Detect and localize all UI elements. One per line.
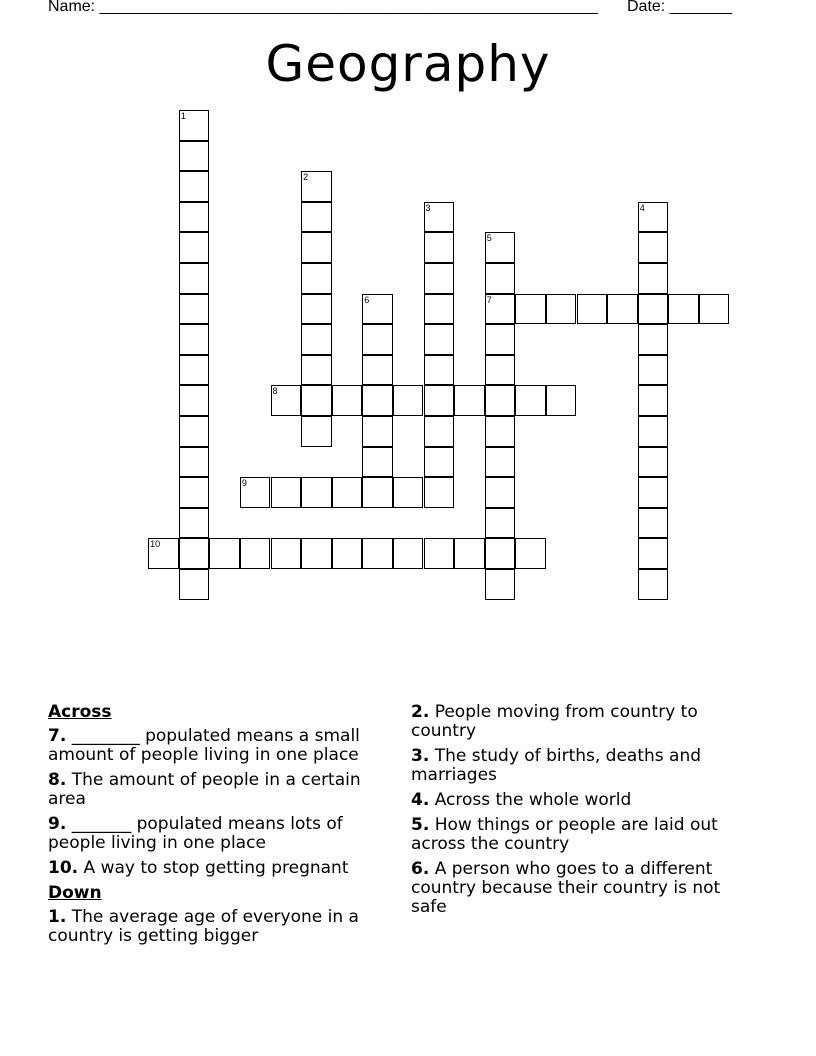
cell-number: 4 [639, 202, 645, 213]
grid-cell[interactable] [638, 294, 669, 325]
grid-cell[interactable] [485, 508, 516, 539]
down-heading: Down [48, 883, 102, 903]
clue-down-2 [411, 703, 751, 741]
clue-text: The average age of everyone in a country is getting bigger [48, 907, 359, 946]
clue-number: 6. [411, 859, 430, 879]
grid-cell[interactable] [485, 385, 516, 416]
grid-cell[interactable] [179, 110, 210, 141]
cell-number: 9 [241, 478, 247, 489]
grid-cell[interactable] [362, 538, 393, 569]
grid-cell[interactable] [546, 385, 577, 416]
grid-cell[interactable] [638, 202, 669, 233]
grid-cell[interactable] [638, 416, 669, 447]
grid-cell[interactable] [424, 202, 455, 233]
clue-number: 3. [411, 746, 430, 766]
grid-cell[interactable] [301, 477, 332, 508]
clue-number: 2. [411, 702, 430, 722]
grid-cell[interactable] [454, 538, 485, 569]
grid-cell[interactable] [485, 355, 516, 386]
grid-cell[interactable] [362, 355, 393, 386]
grid-cell[interactable] [271, 385, 302, 416]
grid-cell[interactable] [515, 294, 546, 325]
grid-cell[interactable] [485, 447, 516, 478]
grid-cell[interactable] [638, 477, 669, 508]
grid-cell[interactable] [362, 324, 393, 355]
grid-cell[interactable] [577, 294, 608, 325]
grid-cell[interactable] [362, 416, 393, 447]
grid-cell[interactable] [638, 569, 669, 600]
grid-cell[interactable] [301, 538, 332, 569]
grid-cell[interactable] [638, 508, 669, 539]
name-field[interactable]: Name: ________________________________________________________ [48, 0, 598, 15]
cell-number: 10 [150, 539, 161, 550]
cell-number: 6 [364, 294, 370, 305]
grid-cell[interactable] [668, 294, 699, 325]
grid-cell[interactable] [332, 385, 363, 416]
grid-cell[interactable] [424, 538, 455, 569]
grid-cell[interactable] [179, 355, 210, 386]
grid-cell[interactable] [515, 385, 546, 416]
clue-across-7 [48, 727, 388, 765]
grid-cell[interactable] [424, 416, 455, 447]
clue-down-5 [411, 816, 751, 854]
clue-text: People moving from country to country [411, 702, 698, 741]
grid-cell[interactable] [607, 294, 638, 325]
grid-cell[interactable] [271, 538, 302, 569]
grid-cell[interactable] [301, 355, 332, 386]
clue-down-1 [48, 908, 388, 946]
clue-text: A person who goes to a different country because their country is not safe [411, 859, 721, 917]
grid-cell[interactable] [301, 385, 332, 416]
cell-number: 1 [180, 111, 186, 121]
grid-cell[interactable] [485, 569, 516, 600]
cell-number: 3 [425, 202, 431, 213]
grid-cell[interactable] [179, 385, 210, 416]
grid-cell[interactable] [515, 538, 546, 569]
grid-cell[interactable] [179, 538, 210, 569]
grid-cell[interactable] [638, 232, 669, 263]
across-heading: Across [48, 702, 112, 722]
grid-cell[interactable] [424, 294, 455, 325]
clue-across-8 [48, 771, 388, 809]
grid-cell[interactable] [485, 538, 516, 569]
grid-cell[interactable] [240, 477, 271, 508]
clue-text: ________ populated means a small amount of people living in one place [48, 726, 360, 765]
grid-cell[interactable] [240, 538, 271, 569]
grid-cell[interactable] [179, 141, 210, 172]
grid-cell[interactable] [301, 324, 332, 355]
grid-cell[interactable] [179, 232, 210, 263]
clue-number: 4. [411, 790, 430, 810]
grid-cell[interactable] [424, 447, 455, 478]
cell-number: 8 [272, 386, 278, 397]
grid-cell[interactable] [209, 538, 240, 569]
date-field[interactable]: Date: _______ [627, 0, 732, 15]
grid-cell[interactable] [362, 385, 393, 416]
grid-cell[interactable] [638, 447, 669, 478]
grid-cell[interactable] [301, 263, 332, 294]
clue-text: How things or people are laid out across the country [411, 815, 718, 854]
clue-number: 8. [48, 770, 67, 790]
grid-cell[interactable] [301, 294, 332, 325]
grid-cell[interactable] [179, 569, 210, 600]
grid-cell[interactable] [424, 477, 455, 508]
grid-cell[interactable] [393, 477, 424, 508]
grid-cell[interactable] [179, 324, 210, 355]
grid-cell[interactable] [393, 538, 424, 569]
clue-across-9 [48, 815, 388, 853]
grid-cell[interactable] [424, 232, 455, 263]
grid-cell[interactable] [485, 324, 516, 355]
grid-cell[interactable] [301, 171, 332, 202]
grid-cell[interactable] [271, 477, 302, 508]
clue-text: The amount of people in a certain area [48, 770, 361, 809]
clue-text: Across the whole world [434, 790, 632, 810]
grid-cell[interactable] [485, 232, 516, 263]
cell-number: 5 [486, 233, 492, 244]
grid-cell[interactable] [638, 355, 669, 386]
grid-cell[interactable] [179, 477, 210, 508]
grid-cell[interactable] [638, 538, 669, 569]
grid-cell[interactable] [179, 171, 210, 202]
grid-cell[interactable] [424, 385, 455, 416]
grid-cell[interactable] [393, 385, 424, 416]
cell-number: 2 [303, 172, 309, 183]
grid-cell[interactable] [485, 416, 516, 447]
grid-cell[interactable] [301, 232, 332, 263]
grid-cell[interactable] [485, 477, 516, 508]
clue-number: 9. [48, 814, 67, 834]
grid-cell[interactable] [301, 202, 332, 233]
grid-cell[interactable] [179, 263, 210, 294]
grid-cell[interactable] [362, 294, 393, 325]
clue-number: 1. [48, 907, 67, 927]
grid-cell[interactable] [362, 477, 393, 508]
page-title: Geography [265, 35, 551, 93]
grid-cell[interactable] [424, 263, 455, 294]
grid-cell[interactable] [301, 416, 332, 447]
clue-text: The study of births, deaths and marriages [411, 746, 702, 785]
clue-down-4 [411, 791, 751, 810]
grid-cell[interactable] [332, 477, 363, 508]
cell-number: 7 [486, 294, 492, 305]
grid-cell[interactable] [424, 324, 455, 355]
clues-right-column [411, 703, 751, 923]
grid-cell[interactable] [546, 294, 577, 325]
clue-text: A way to stop getting pregnant [83, 858, 349, 878]
grid-cell[interactable] [332, 538, 363, 569]
clue-number: 5. [411, 815, 430, 835]
clues-left-column [48, 703, 388, 952]
grid-cell[interactable] [179, 294, 210, 325]
grid-cell[interactable] [179, 447, 210, 478]
clue-across-10 [48, 859, 388, 878]
grid-cell[interactable] [424, 355, 455, 386]
grid-cell[interactable] [699, 294, 730, 325]
grid-cell[interactable] [179, 508, 210, 539]
grid-cell[interactable] [638, 263, 669, 294]
grid-cell[interactable] [485, 294, 516, 325]
grid-cell[interactable] [179, 202, 210, 233]
grid-cell[interactable] [485, 263, 516, 294]
grid-cell[interactable] [454, 385, 485, 416]
clue-down-6 [411, 860, 751, 917]
clue-number: 10. [48, 858, 79, 878]
clue-down-3 [411, 747, 751, 785]
grid-cell[interactable] [638, 385, 669, 416]
grid-cell[interactable] [638, 324, 669, 355]
grid-cell[interactable] [179, 416, 210, 447]
grid-cell[interactable] [148, 538, 179, 569]
clue-number: 7. [48, 726, 67, 746]
grid-cell[interactable] [362, 447, 393, 478]
clue-text: _______ populated means lots of people living in one place [48, 814, 343, 853]
